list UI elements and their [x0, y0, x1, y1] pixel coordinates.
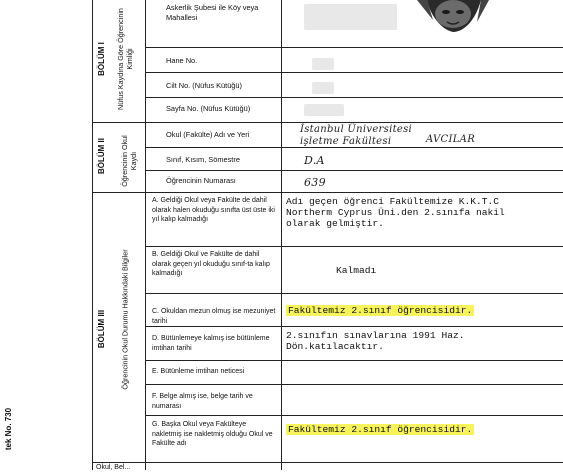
label-sayfa: Sayfa No. (Nüfus Kütüğü) [166, 104, 251, 113]
label-d: D. Bütünlemeye kalmış ise bütünleme imtihan tarihi [152, 335, 270, 352]
section-3-subtitle: Öğrencinin Okul Durumu Hakkındaki Bilgiler [120, 249, 130, 390]
value-okul-line1: İstanbul Üniversitesi [300, 124, 413, 135]
value-d-line2: Dön.katılacaktır. [286, 341, 384, 352]
form-code: tek No. 730 [4, 407, 13, 451]
label-numara: Öğrencinin Numarası [166, 176, 236, 185]
value-d-line1: 2.sınıfın sınavlarına 1991 Haz. [286, 330, 465, 341]
value-a-line3: olarak gelmiştir. [286, 218, 384, 229]
label-e: E. Bütünleme imtihan neticesi [152, 368, 245, 375]
bottom-cut-text: Okul, Bel... [96, 464, 131, 471]
redacted-area [304, 4, 404, 30]
value-okul-place: AVCILAR [426, 134, 476, 145]
value-okul-line2: işletme Fakültesi [300, 136, 392, 147]
label-hane: Hane No. [166, 56, 198, 65]
label-g: G. Başka Okul veya Fakülteye nakletmiş ise nakletmiş olduğu Okul ve Fakülte adı [152, 421, 273, 447]
label-cilt: Cilt No. (Nüfus Kütüğü) [166, 81, 242, 90]
value-a-line1: Adı geçen öğrenci Fakültemize K.K.T.C [286, 196, 500, 207]
redacted-area [304, 104, 344, 116]
value-b: Kalmadı [336, 265, 377, 276]
section-2-subtitle: Öğrencinin Okul Kaydı [120, 135, 138, 187]
section-1-title: BÖLÜM I [97, 42, 106, 76]
section-3-title: BÖLÜM III [97, 309, 106, 349]
value-c: Fakültemiz 2.sınıf öğrencisidir. [288, 305, 473, 316]
label-f: F. Belge almış ise, belge tarih ve numarası [152, 393, 253, 410]
section-1-subtitle: Nüfus Kaydına Göre Öğrencinin Kimliği [116, 8, 134, 110]
redacted-area [312, 58, 334, 70]
label-sinif: Sınıf, Kısım, Sömestre [166, 155, 240, 164]
label-a: A. Geldiği Okul veya Fakülte de dahil olarak halen okuduğu sınıfta üst üste iki yıl kalıp kalmadığı [152, 197, 275, 223]
value-numara: 639 [304, 176, 326, 189]
label-b: B. Geldiği Okul ve Fakülte de dahil olarak geçen yıl okuduğu sınıf-ta kalıp kalmadığı [152, 251, 270, 277]
label-askerlik: Askerlik Şubesi ile Köy veya Mahallesi [166, 3, 259, 22]
value-a-line2: Northerm Cyprus Üni.den 2.sınıfa nakil [286, 207, 505, 218]
label-okul: Okul (Fakülte) Adı ve Yeri [166, 130, 250, 139]
student-photo [397, 0, 507, 38]
value-g: Fakültemiz 2.sınıf öğrencisidir. [288, 424, 473, 435]
value-sinif: D.A [304, 154, 325, 167]
section-2-title: BÖLÜM II [97, 138, 106, 174]
label-c: C. Okuldan mezun olmuş ise mezuniyet tarihi [152, 308, 276, 325]
redacted-area [312, 82, 334, 94]
